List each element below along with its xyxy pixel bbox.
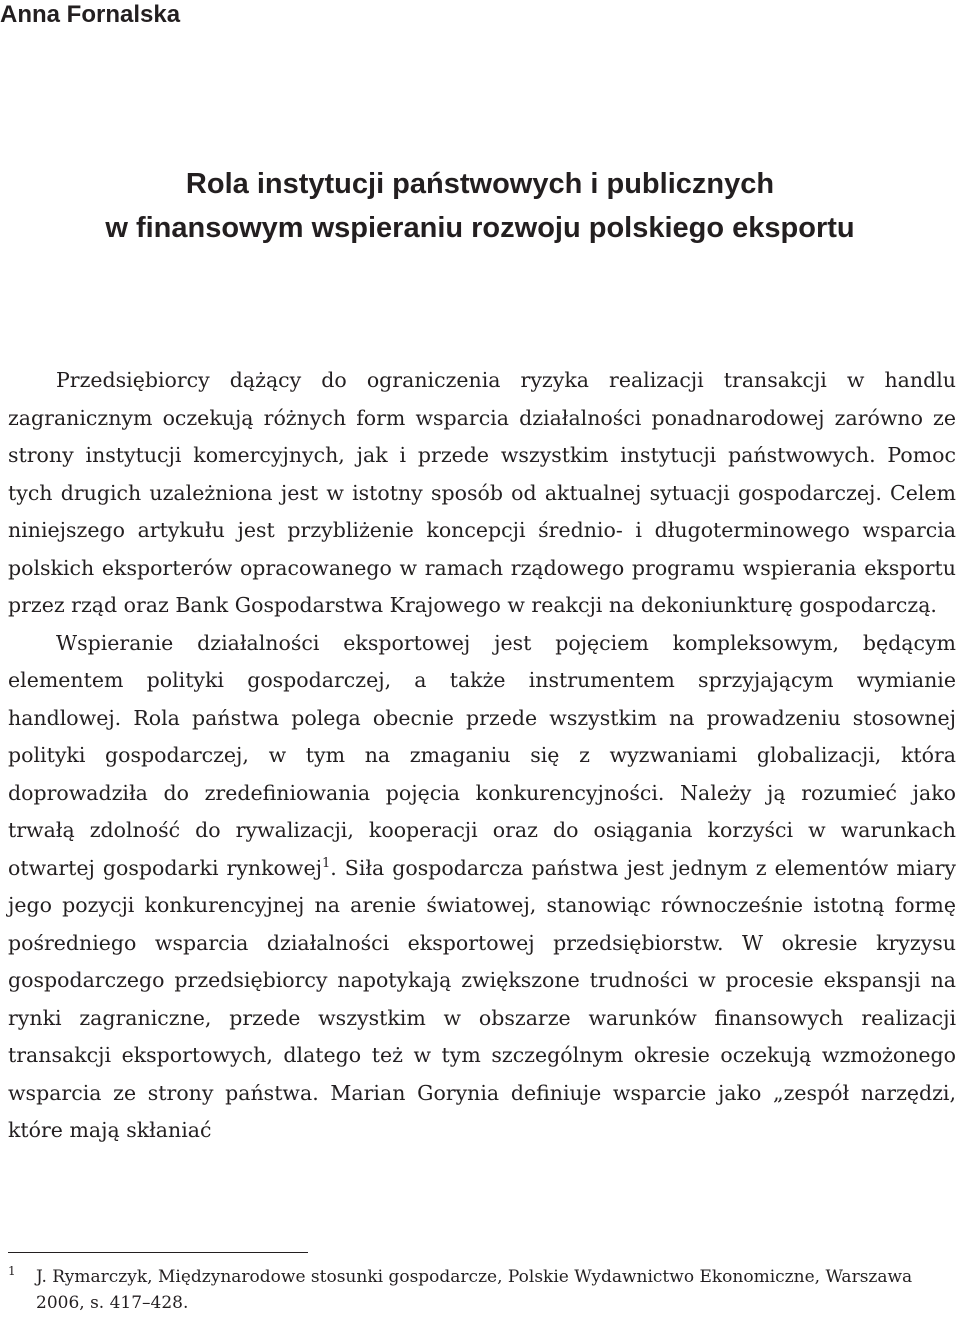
paragraph-2-text-b: . Siła gospodarcza państwa jest jednym z elementów miary jego pozycji konkurencyjnej na arenie światowej, stanowiąc równocześnie istotną formę pośredniego wsparcia działalności eksportowej przedsiębiorstw. W okresie kryzysu gospodarczego przedsiębiorcy napotykają zwiększone trudności w procesie ekspansji na rynki zagraniczne, przede wszystkim w obszarze warunków finansowych realizacji transakcji eksportowych, dlatego też w tym szczególnym okresie oczekują wzmożonego wsparcia ze strony państwa. Marian Gorynia definiuje wsparcie jako „zespół narzędzi, które mają skłaniać: [8, 855, 956, 1142]
footnote: [8, 1264, 956, 1316]
footnote-text: J. Rymarczyk, Międzynarodowe stosunki gospodarcze, Polskie Wydawnictwo Ekonomiczne, Warszawa 2006, s. 417–428.: [36, 1267, 913, 1313]
article-title: [0, 162, 960, 250]
article-title-line-2: w finansowym wspieraniu rozwoju polskiego eksportu: [105, 212, 855, 244]
footnote-separator: [8, 1252, 308, 1253]
article-body: [8, 362, 956, 1150]
paragraph-1: Przedsiębiorcy dążący do ograniczenia ryzyka realizacji transakcji w handlu zagranicznym oczekują różnych form wsparcia działalności ponadnarodowej zarówno ze strony instytucji komercyjnych, jak i przede wszystkim instytucji państwowych. Pomoc tych drugich uzależniona jest w istotny sposób od aktualnej sytuacji gospodarczej. Celem niniejszego artykułu jest przybliżenie koncepcji średnio- i długoterminowego wsparcia polskich eksporterów opracowanego w ramach rządowego programu wspierania eksportu przez rząd oraz Bank Gospodarstwa Krajowego w reakcji na dekoniunkturę gospodarczą.: [8, 368, 956, 617]
footnote-reference: 1: [321, 855, 331, 871]
paragraph-2-text-a: Wspieranie działalności eksportowej jest pojęciem kompleksowym, będącym elementem polityki gospodarczej, a także instrumentem sprzyjającym wymianie handlowej. Rola państwa polega obecnie przede wszystkim na prowadzeniu stosownej polityki gospodarczej, w tym na zmaganiu się z wyzwaniami globalizacji, która doprowadziła do zredefiniowania pojęcia konkurencyjności. Należy ją rozumieć jako trwałą zdolność do rywalizacji, kooperacji oraz do osiągania korzyści w warunkach otwartej gospodarki rynkowej: [8, 630, 956, 880]
paragraph-2: [8, 625, 956, 1150]
article-title-line-1: Rola instytucji państwowych i publicznych: [185, 168, 775, 200]
author-name: Anna Fornalska: [0, 1, 181, 28]
footnote-number: 1: [8, 1264, 16, 1278]
